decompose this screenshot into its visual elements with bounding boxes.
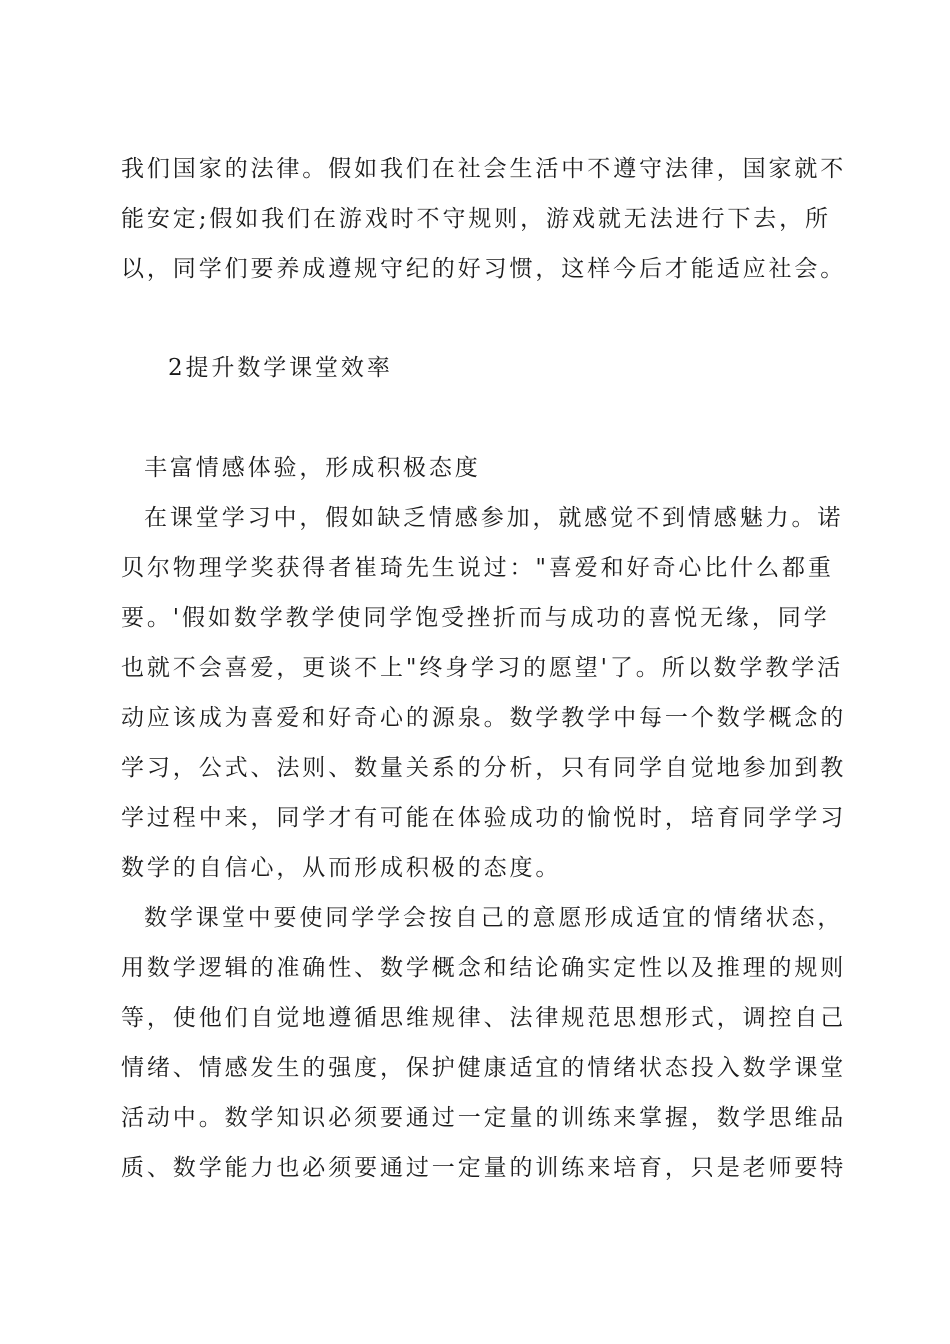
section-heading: 2提升数学课堂效率 (168, 355, 393, 381)
paragraph-line: 在课堂学习中，假如缺乏情感参加，就感觉不到情感魅力。诺 (144, 505, 844, 531)
paragraph-line: 质、数学能力也必须要通过一定量的训练来培育，只是老师要特 (121, 1155, 847, 1181)
paragraph-line: 数学的自信心，从而形成积极的态度。 (121, 855, 562, 881)
paragraph-line: 学习，公式、法则、数量关系的分析，只有同学自觉地参加到教 (121, 755, 847, 781)
intro-line: 能安定;假如我们在游戏时不守规则，游戏就无法进行下去，所 (121, 206, 831, 232)
paragraph-line: 学过程中来，同学才有可能在体验成功的愉悦时，培育同学学习 (121, 805, 847, 831)
paragraph-line: 也就不会喜爱，更谈不上"终身学习的愿望'了。所以数学教学活 (121, 655, 844, 681)
intro-line: 我们国家的法律。假如我们在社会生活中不遵守法律，国家就不 (121, 156, 847, 182)
paragraph-line: 要。'假如数学教学使同学饱受挫折而与成功的喜悦无缘，同学 (121, 605, 830, 631)
paragraph-line: 贝尔物理学奖获得者崔琦先生说过："喜爱和好奇心比什么都重 (121, 555, 834, 581)
sub-heading: 丰富情感体验，形成积极态度 (144, 455, 481, 481)
paragraph-line: 用数学逻辑的准确性、数学概念和结论确实定性以及推理的规则 (121, 955, 847, 981)
paragraph-line: 情绪、情感发生的强度，保护健康适宜的情绪状态投入数学课堂 (121, 1055, 847, 1081)
paragraph-line: 活动中。数学知识必须要通过一定量的训练来掌握，数学思维品 (121, 1105, 847, 1131)
paragraph-line: 等，使他们自觉地遵循思维规律、法律规范思想形式，调控自己 (121, 1005, 847, 1031)
paragraph-line: 数学课堂中要使同学学会按自己的意愿形成适宜的情绪状态， (144, 905, 844, 931)
paragraph-line: 动应该成为喜爱和好奇心的源泉。数学教学中每一个数学概念的 (121, 705, 847, 731)
intro-line: 以，同学们要养成遵规守纪的好习惯，这样今后才能适应社会。 (121, 256, 847, 282)
